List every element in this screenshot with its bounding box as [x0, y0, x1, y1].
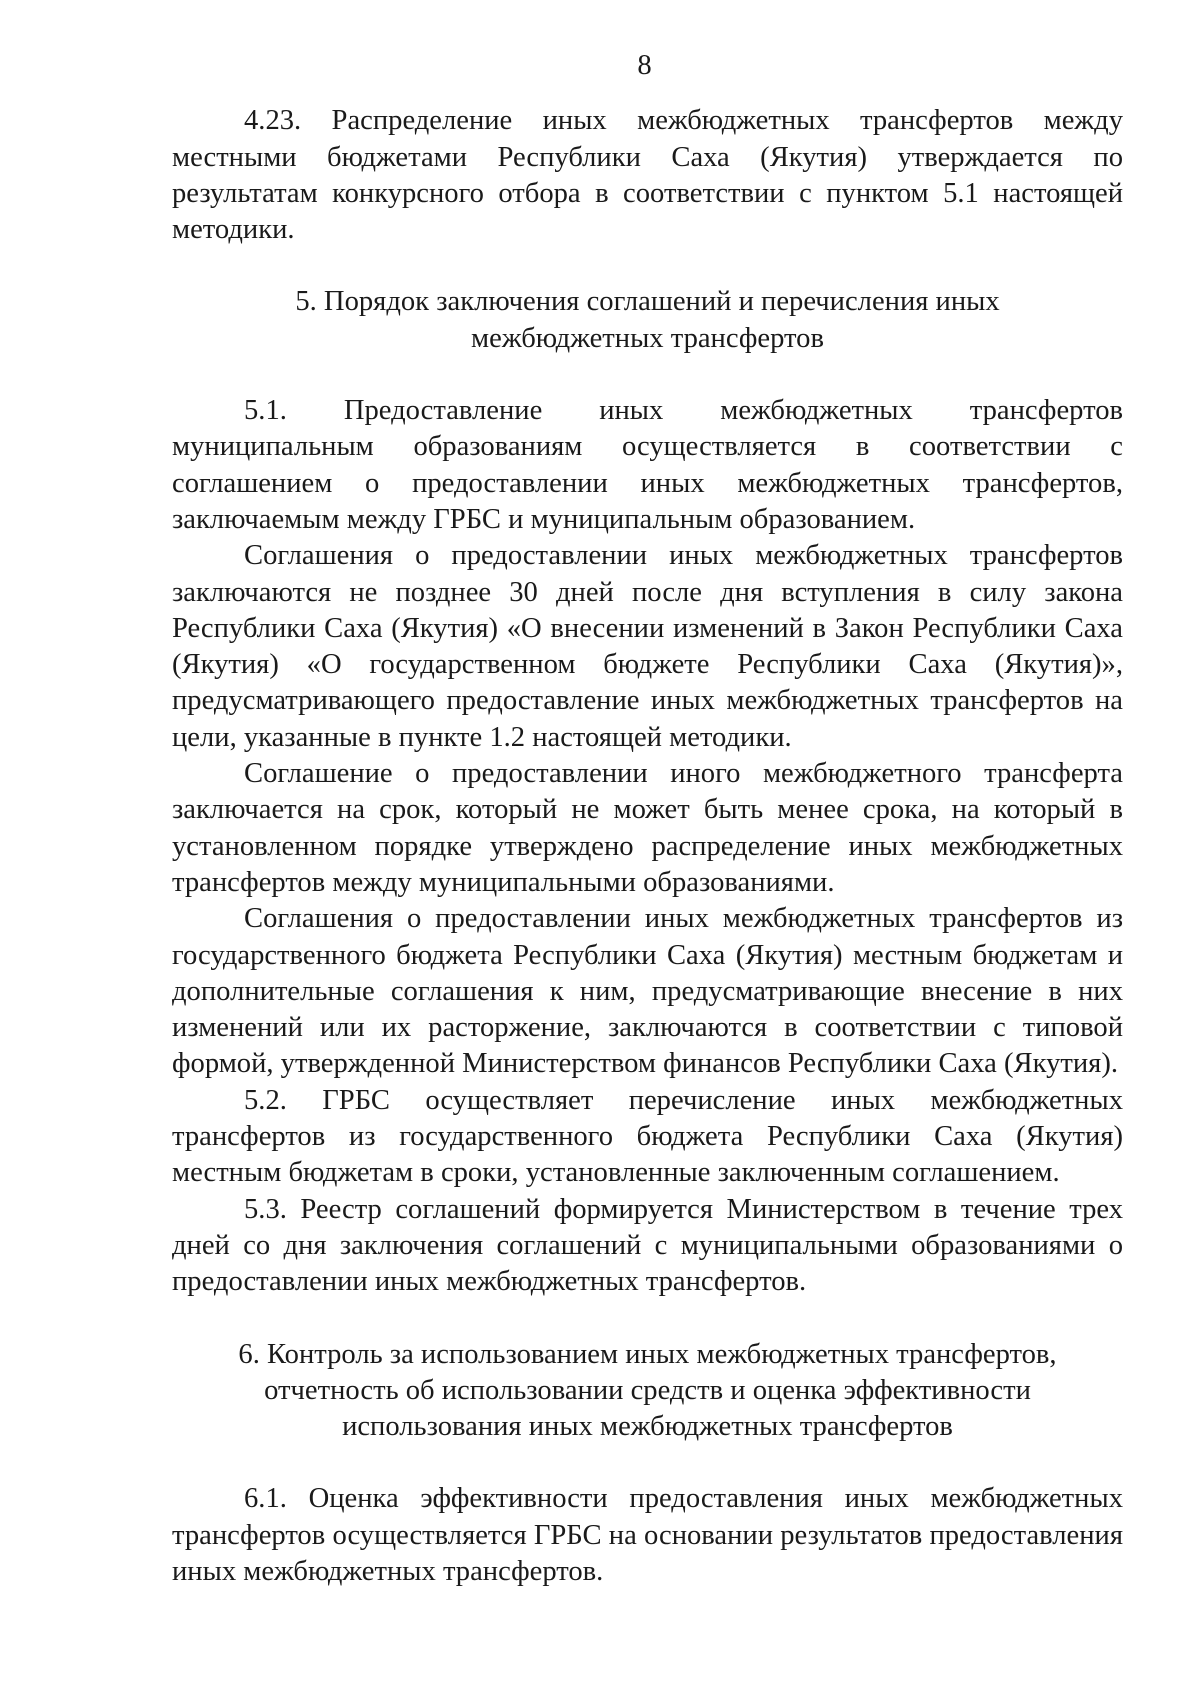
section-heading-5: [172, 284, 1123, 357]
paragraph-5-3: 5.3. Реестр соглашений формируется Министерством в течение трех дней со дня заключения соглашений с муниципальными образованиями о предоставлении иных межбюджетных трансфертов.: [172, 1193, 1123, 1298]
section-heading-6: [172, 1337, 1123, 1446]
section-heading-5-line-2: межбюджетных трансфертов: [471, 322, 824, 354]
section-heading-6-line-1: 6. Контроль за использованием иных межбюджетных трансфертов,: [238, 1338, 1057, 1370]
page-number: 8: [637, 50, 652, 81]
section-heading-5-line-1: 5. Порядок заключения соглашений и перечисления иных: [295, 286, 1000, 318]
paragraph-6-1: 6.1. Оценка эффективности предоставления иных межбюджетных трансфертов осуществляется ГРБС на основании результатов предоставления иных межбюджетных трансфертов.: [172, 1483, 1123, 1587]
section-heading-6-line-3: использования иных межбюджетных трансфертов: [342, 1411, 953, 1443]
paragraph-4-23: 4.23. Распределение иных межбюджетных трансфертов между местными бюджетами Республики Саха (Якутия) утверждается по результатам конкурсного отбора в соответствии с пунктом 5.1 настоящей методики.: [172, 105, 1123, 246]
paragraph-5-1: 5.1. Предоставление иных межбюджетных трансфертов муниципальным образованиям осуществляется в соответствии с соглашением о предоставлении иных межбюджетных трансфертов, заключаемым между ГРБС и муниципальным образованием.: [172, 395, 1123, 535]
paragraph-5-1-typical-form: Соглашения о предоставлении иных межбюджетных трансфертов из государственного бюджета Республики Саха (Якутия) местным бюджетам и дополнительные соглашения к ним, предусматривающие внесение в них изменений или их расторжение, заключаются в соответствии с типовой формой, утвержденной Министерством финансов Республики Саха (Якутия).: [172, 903, 1123, 1080]
paragraph-5-2: 5.2. ГРБС осуществляет перечисление иных межбюджетных трансфертов из государственного бюджета Республики Саха (Якутия) местным бюджетам в сроки, установленные заключенным соглашением.: [172, 1084, 1123, 1189]
section-heading-6-line-2: отчетность об использовании средств и оценка эффективности: [264, 1374, 1031, 1406]
paragraph-5-1-agreement-duration: Соглашение о предоставлении иного межбюджетного трансферта заключается на срок, который не может быть менее срока, на который в установленном порядке утверждено распределение иных межбюджетных трансфертов между муниципальными образованиями.: [172, 758, 1123, 898]
paragraph-5-1-agreements-term: Соглашения о предоставлении иных межбюджетных трансфертов заключаются не позднее 30 дней после дня вступления в силу закона Республики Саха (Якутия) «О внесении изменений в Закон Республики Саха (Якутия) «О государственном бюджете Республики Саха (Якутия)», предусматривающего предоставление иных межбюджетных трансфертов на цели, указанные в пункте 1.2 настоящей методики.: [172, 540, 1123, 753]
